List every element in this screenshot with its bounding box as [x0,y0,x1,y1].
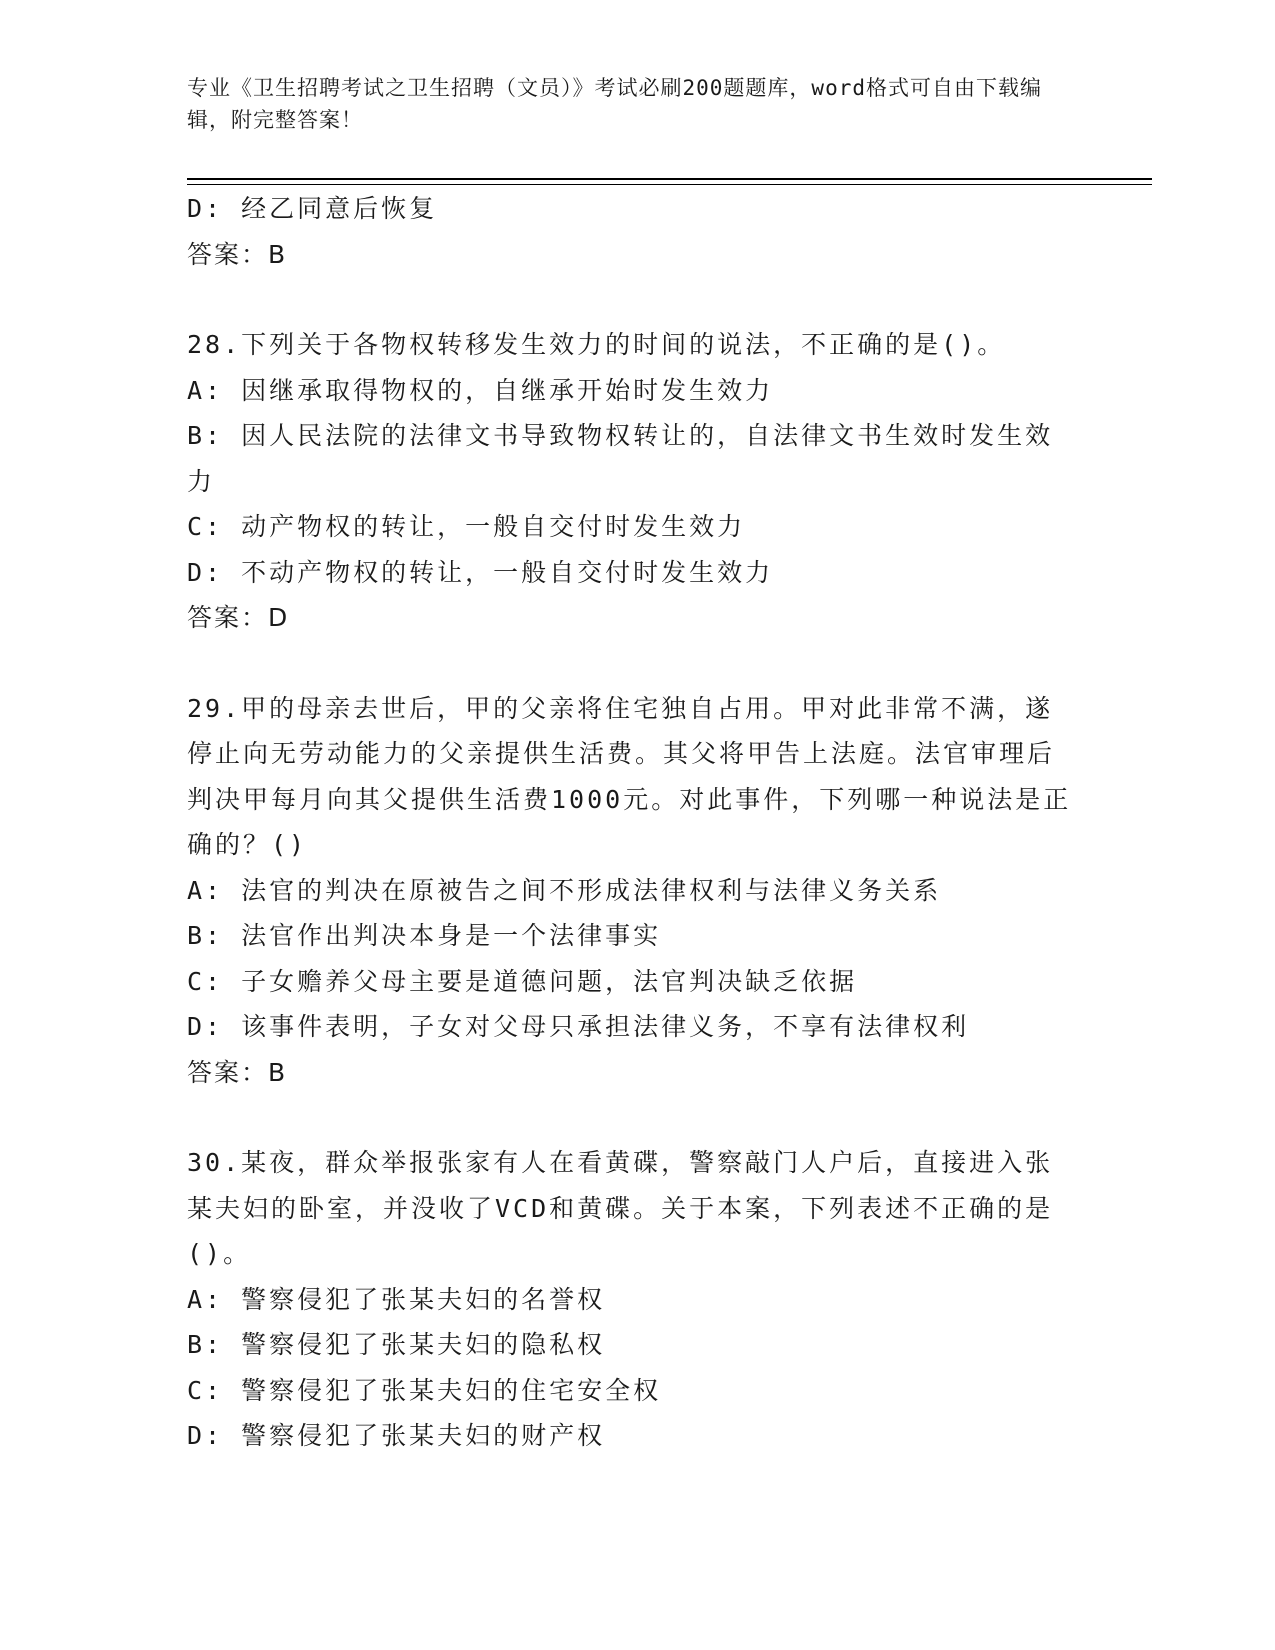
option-c: C: 警察侵犯了张某夫妇的住宅安全权 [187,1375,662,1405]
spacer [187,641,1077,686]
answer: 答案：D [187,603,290,632]
answer: 答案：B [187,239,288,269]
option-d: D: 警察侵犯了张某夫妇的财产权 [187,1421,606,1450]
option-c: C: 动产物权的转让，一般自交付时发生效力 [187,512,746,541]
question-stem: 30.某夜，群众举报张家有人在看黄碟，警察敲门人户后，直接进入张某夫妇的卧室，并没收了VCD和黄碟。关于本案，下列表述不正确的是()。 [187,1148,1054,1268]
question-29 [187,686,1077,1096]
question-28 [187,322,1077,641]
option-d: D: 不动产物权的转让，一般自交付时发生效力 [187,557,774,587]
option-b: B: 法官作出判决本身是一个法律事实 [187,921,662,950]
option-c: C: 子女赡养父母主要是道德问题，法官判决缺乏依据 [187,966,858,996]
header-rule-thick [187,178,1152,180]
answer: 答案：B [187,1057,288,1087]
option-a: A: 法官的判决在原被告之间不形成法律权利与法律义务关系 [187,875,942,905]
option-a: A: 警察侵犯了张某夫妇的名誉权 [187,1284,606,1314]
question-30 [187,1140,1077,1459]
spacer [187,1095,1077,1140]
question-stem: 29.甲的母亲去世后，甲的父亲将住宅独自占用。甲对此非常不满，遂停止向无劳动能力的父亲提供生活费。其父将甲告上法庭。法官审理后判决甲每月向其父提供生活费1000元。对此事件，下列哪一种说法是正确的？() [187,693,1072,859]
option-d: D: 该事件表明，子女对父母只承担法律义务，不享有法律权利 [187,1012,970,1041]
question-content [187,186,1077,1459]
previous-question-tail [187,186,1077,277]
option-b: B: 警察侵犯了张某夫妇的隐私权 [187,1330,606,1359]
question-stem: 28.下列关于各物权转移发生效力的时间的说法，不正确的是()。 [187,330,1006,359]
header-rule-thin [187,184,1152,185]
option-b: B: 因人民法院的法律文书导致物权转让的，自法律文书生效时发生效力 [187,421,1054,496]
document-header: 专业《卫生招聘考试之卫生招聘（文员）》考试必刷200题题库，word格式可自由下载编辑，附完整答案！ [187,76,1042,132]
spacer [187,277,1077,322]
option-d: D: 经乙同意后恢复 [187,194,438,223]
option-a: A: 因继承取得物权的，自继承开始时发生效力 [187,375,774,405]
